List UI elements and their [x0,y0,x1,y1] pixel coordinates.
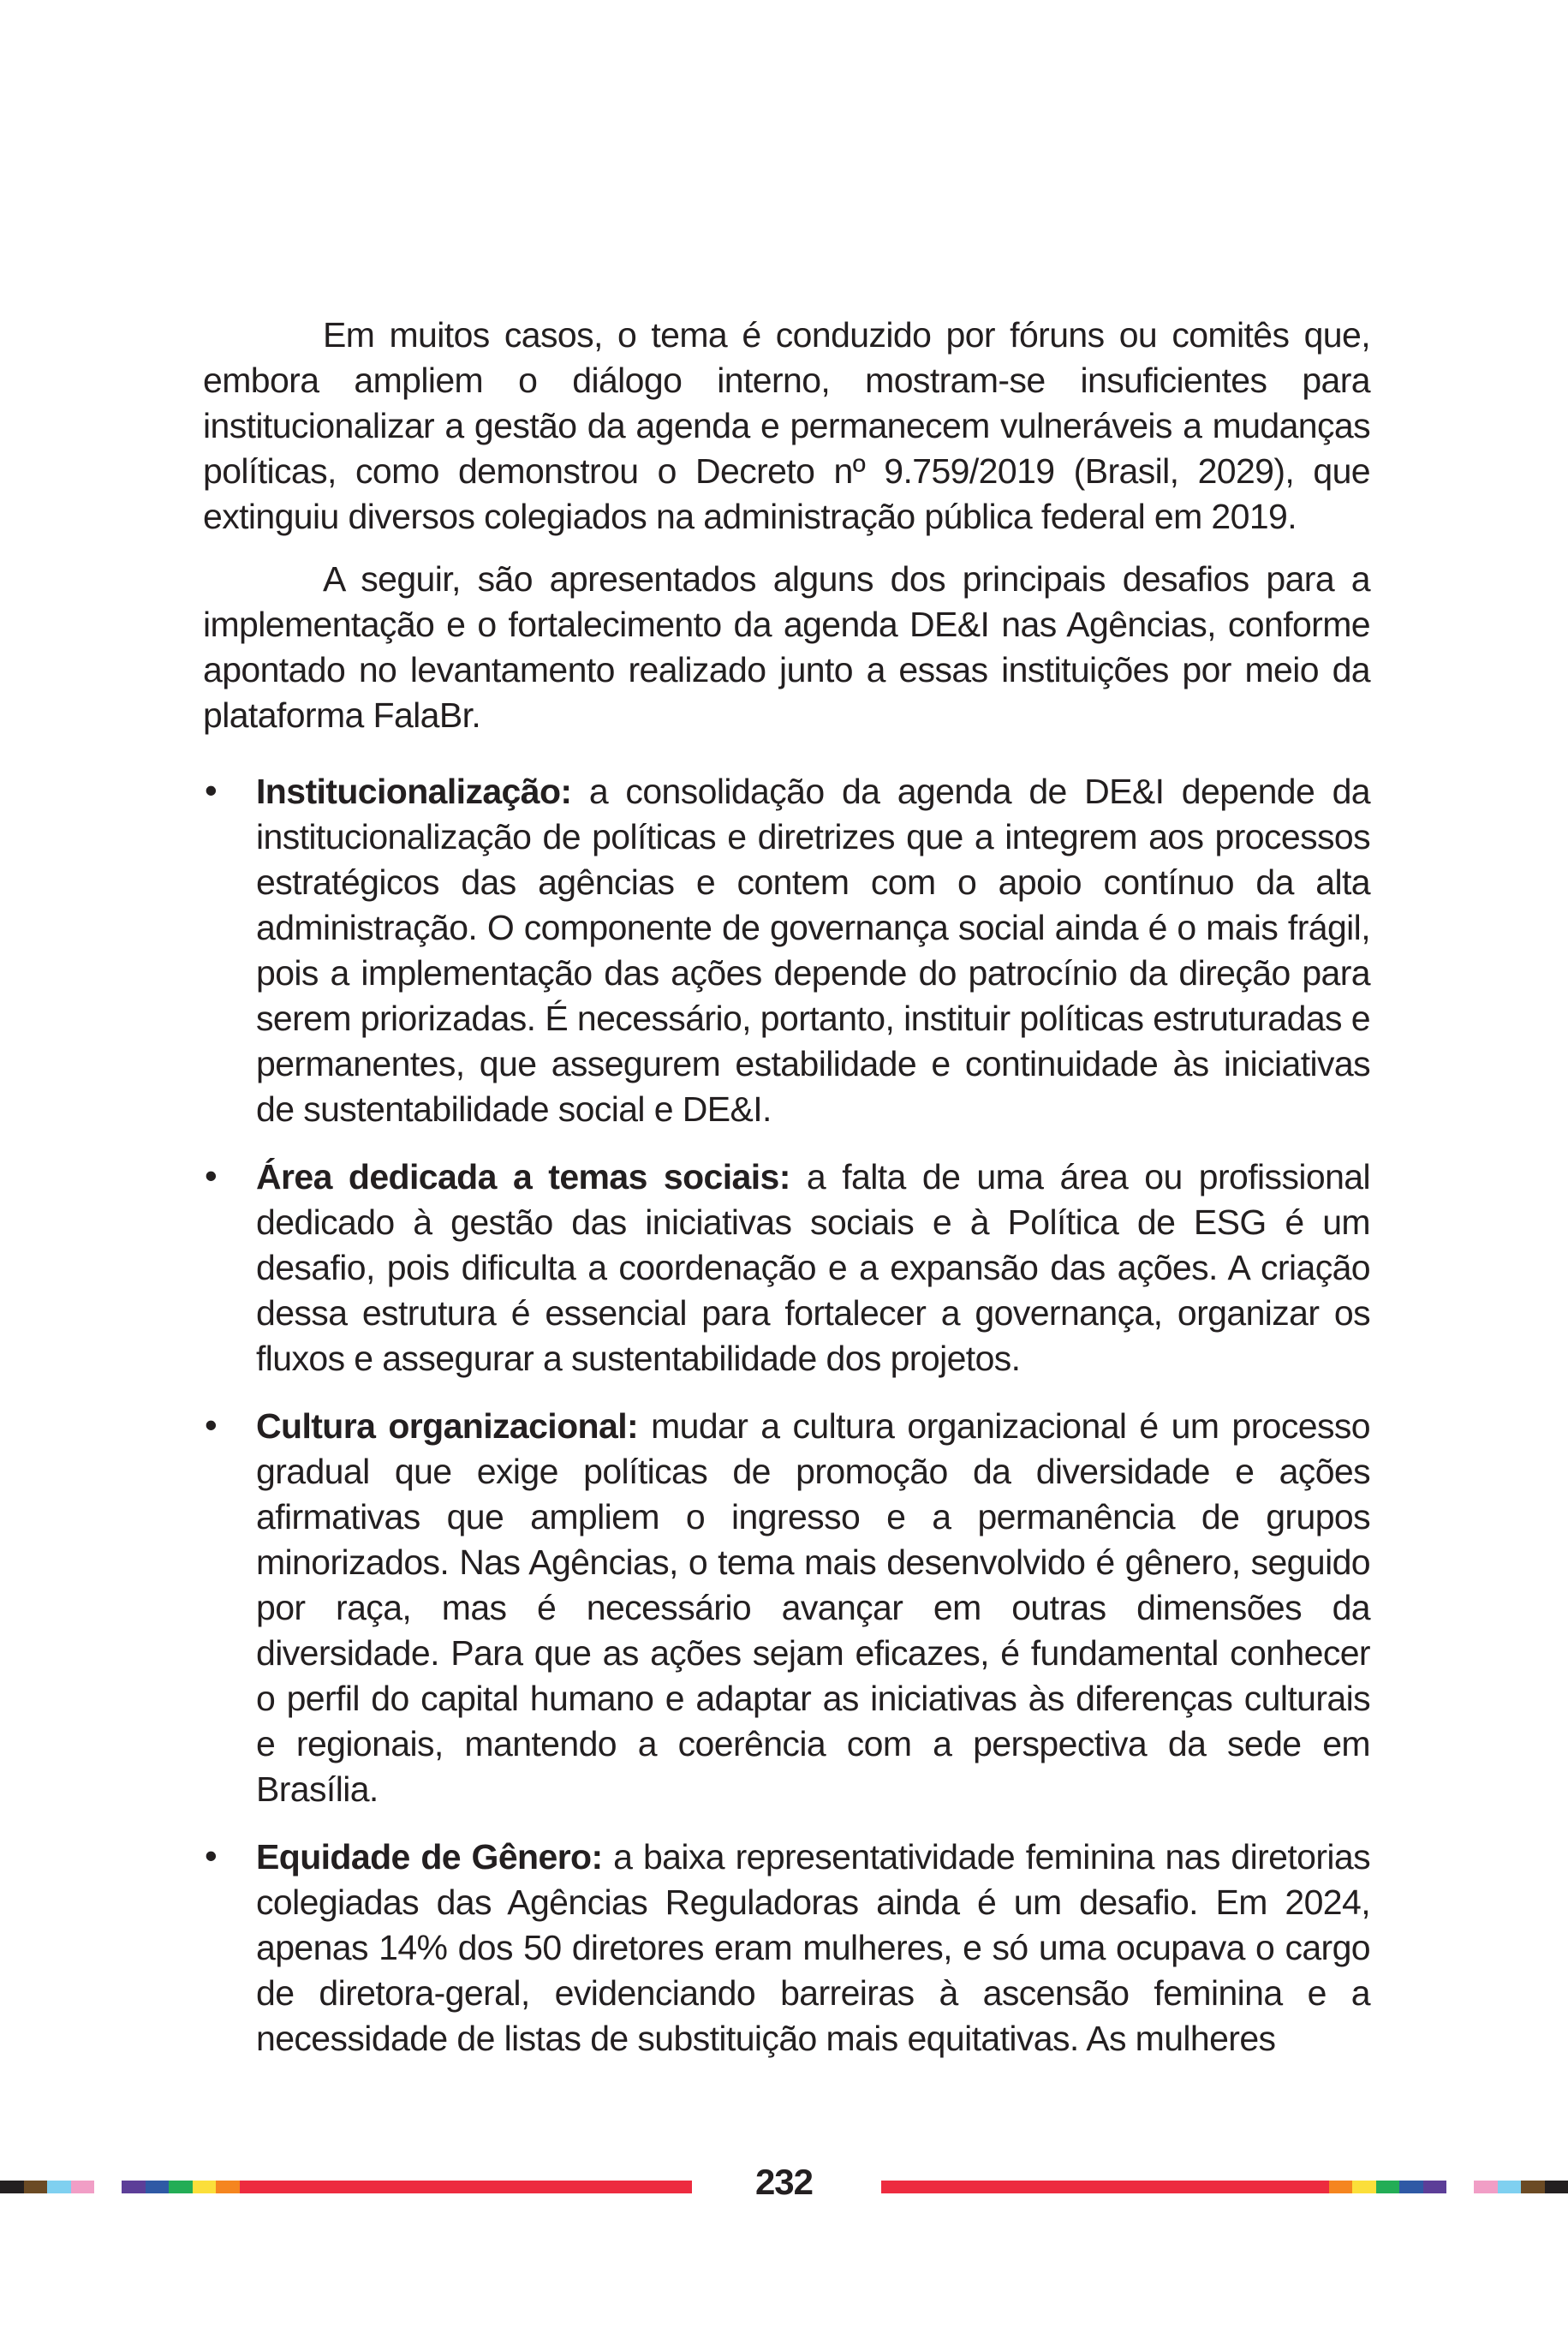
paragraph: A seguir, são apresentados alguns dos principais desafios para a implementação e o fortalecimento da agenda DE&I nas Agências, conforme apontado no levantamento realizado junto a essas instituições por meio da plataforma FalaBr. [203,559,1370,735]
page-number: 232 [754,2162,814,2202]
bullet-label: Equidade de Gênero: [256,1837,603,1877]
bullet-icon: • [205,770,218,810]
bullet-item-equidade-genero [203,1835,1370,2061]
bullet-label: Área dedicada a temas sociais: [256,1157,790,1196]
bullet-text: mudar a cultura organizacional é um processo gradual que exige políticas de promoção da diversidade e ações afirmativas que ampliem o ingresso e a permanência de grupos minorizados. Nas Agências, o tema mais desenvolvido é gênero, seguido por raça, mas é necessário avançar em outras dimensões da diversidade. Para que as ações sejam eficazes, é fundamental conhecer o perfil do capital humano e adaptar as iniciativas às diferenças culturais e regionais, mantendo a coerência com a perspectiva da sede em Brasília. [256,1406,1370,1809]
bullet-text: a baixa representatividade feminina nas diretorias colegiadas das Agências Reguladoras ainda é um desafio. Em 2024, apenas 14% dos 50 diretores eram mulheres, e só uma ocupava o cargo de diretora-geral, evidenciando barreiras à ascensão feminina e a necessidade de listas de substituição mais equitativas. As mulheres [256,1837,1370,2058]
bullet-text: a falta de uma área ou profissional dedicado à gestão das iniciativas sociais e à Política de ESG é um desafio, pois dificulta a coordenação e a expansão das ações. A criação dessa estrutura é essencial para fortalecer a governança, organizar os fluxos e assegurar a sustentabilidade dos projetos. [256,1157,1370,1378]
bullet-label: Cultura organizacional: [256,1406,639,1446]
bullet-icon: • [205,1405,218,1445]
bullet-text: a consolidação da agenda de DE&I depende da institucionalização de políticas e diretrizes que a integrem aos processos estratégicos das agências e contem com o apoio contínuo da alta administração. O componente de governança social ainda é o mais frágil, pois a implementação das ações depende do patrocínio da direção para serem priorizadas. É necessário, portanto, instituir políticas estruturadas e permanentes, que assegurem estabilidade e continuidade às iniciativas de sustentabilidade social e DE&I. [256,772,1370,1129]
bullet-item-cultura-organizacional [203,1404,1370,1812]
bullet-icon: • [205,1155,218,1196]
challenges-bullet-list [203,769,1370,2061]
paragraph: Em muitos casos, o tema é conduzido por fóruns ou comitês que, embora ampliem o diálogo interno, mostram-se insuficientes para institucionalizar a gestão da agenda e permanecem vulneráveis a mudanças políticas, como demonstrou o Decreto nº 9.759/2019 (Brasil, 2029), que extinguiu diversos colegiados na administração pública federal em 2019. [203,315,1370,536]
bullet-item-area-dedicada [203,1155,1370,1381]
page-body [203,313,1370,2084]
bullet-icon: • [205,1835,218,1876]
bullet-item-institucionalizacao [203,769,1370,1132]
bullet-label: Institucionalização: [256,772,572,811]
